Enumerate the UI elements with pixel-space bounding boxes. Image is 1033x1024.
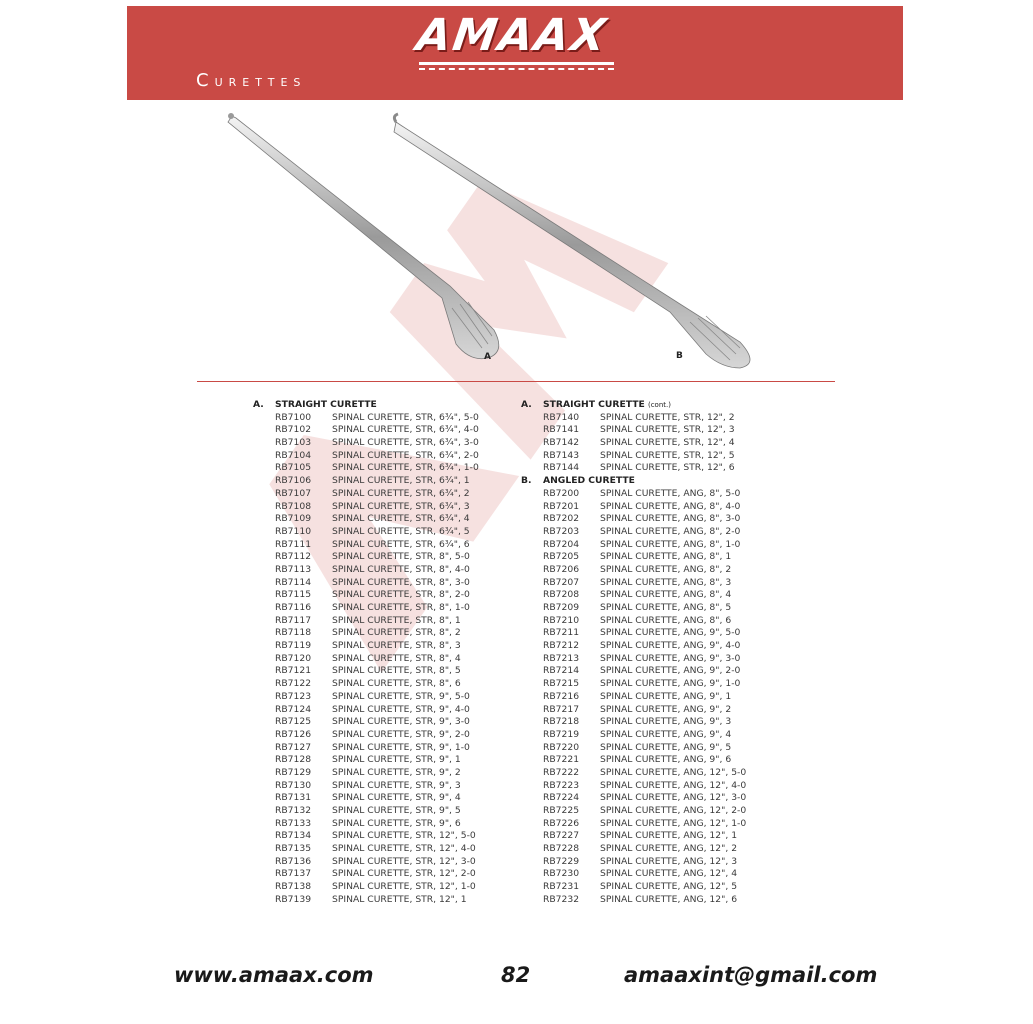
catalog-row [521, 894, 781, 907]
item-code: RB7217 [543, 703, 580, 715]
catalog-row [253, 615, 513, 628]
item-description: SPINAL CURETTE, ANG, 8", 2-0 [600, 525, 741, 537]
catalog-row [253, 539, 513, 552]
catalog-row [521, 754, 781, 767]
catalog-row [253, 894, 513, 907]
item-description: SPINAL CURETTE, STR, 12", 2 [600, 411, 735, 423]
item-code: RB7203 [543, 525, 580, 537]
item-code: RB7106 [275, 475, 312, 487]
item-description: SPINAL CURETTE, STR, 6¾", 1 [332, 475, 470, 487]
catalog-row [253, 488, 513, 501]
item-description: SPINAL CURETTE, ANG, 8", 5 [600, 602, 732, 613]
item-code: RB7225 [543, 805, 580, 816]
item-description: SPINAL CURETTE, ANG, 8", 2 [600, 563, 732, 575]
item-description: SPINAL CURETTE, STR, 8", 4 [332, 652, 461, 664]
catalog-row [521, 830, 781, 843]
catalog-row [253, 678, 513, 691]
item-description: SPINAL CURETTE, STR, 12", 1-0 [332, 881, 476, 893]
item-code: RB7115 [275, 589, 312, 601]
catalog-row [521, 450, 781, 463]
item-description: SPINAL CURETTE, ANG, 8", 5-0 [600, 487, 741, 499]
item-description: SPINAL CURETTE, STR, 6¾", 4 [332, 513, 470, 525]
item-description: SPINAL CURETTE, STR, 9", 2 [332, 766, 461, 778]
item-description: SPINAL CURETTE, STR, 8", 1-0 [332, 602, 470, 613]
catalog-row [521, 627, 781, 640]
item-code: RB7121 [275, 665, 312, 677]
catalog-row [521, 615, 781, 628]
catalog-row [253, 729, 513, 742]
catalog-row [253, 513, 513, 526]
section-a-cont-letter: A. [521, 399, 532, 410]
photo-label-a: A [484, 352, 491, 362]
item-code: RB7218 [543, 716, 580, 728]
item-description: SPINAL CURETTE, STR, 6¾", 3-0 [332, 437, 479, 449]
catalog-row [253, 830, 513, 843]
item-description: SPINAL CURETTE, STR, 8", 4-0 [332, 563, 470, 575]
item-code: RB7134 [275, 830, 312, 842]
item-description: SPINAL CURETTE, STR, 6¾", 2 [332, 487, 470, 499]
item-code: RB7230 [543, 868, 580, 880]
catalog-row [253, 704, 513, 717]
item-code: RB7107 [275, 487, 312, 499]
item-description: SPINAL CURETTE, STR, 8", 3-0 [332, 576, 470, 588]
catalog-row [253, 450, 513, 463]
item-code: RB7212 [543, 640, 580, 652]
catalog-row [521, 539, 781, 552]
section-a-heading [253, 399, 513, 412]
catalog-row [253, 881, 513, 894]
item-description: SPINAL CURETTE, ANG, 12", 6 [600, 893, 738, 905]
catalog-row [521, 691, 781, 704]
item-code: RB7102 [275, 424, 312, 436]
item-code: RB7216 [543, 690, 580, 702]
section-a-cont-heading [521, 399, 781, 412]
item-description: SPINAL CURETTE, ANG, 9", 4-0 [600, 640, 741, 652]
item-code: RB7119 [275, 640, 312, 652]
catalog-row [253, 767, 513, 780]
section-a-letter: A. [253, 399, 264, 410]
item-description: SPINAL CURETTE, STR, 12", 3 [600, 424, 735, 436]
catalog-row [521, 564, 781, 577]
catalog-row [253, 462, 513, 475]
section-divider [197, 381, 835, 382]
item-code: RB7113 [275, 563, 312, 575]
catalog-row [521, 805, 781, 818]
item-code: RB7124 [275, 703, 312, 715]
item-code: RB7210 [543, 614, 580, 626]
section-a-name: STRAIGHT CURETTE [275, 399, 377, 410]
item-description: SPINAL CURETTE, STR, 9", 4 [332, 792, 461, 804]
item-code: RB7133 [275, 817, 312, 829]
catalog-row [253, 856, 513, 869]
item-description: SPINAL CURETTE, ANG, 8", 1-0 [600, 538, 741, 550]
item-description: SPINAL CURETTE, ANG, 9", 4 [600, 728, 732, 740]
catalog-row [521, 868, 781, 881]
item-code: RB7143 [543, 449, 580, 461]
item-description: SPINAL CURETTE, STR, 6¾", 2-0 [332, 449, 479, 461]
item-description: SPINAL CURETTE, ANG, 8", 4 [600, 589, 732, 601]
catalog-row [253, 640, 513, 653]
item-description: SPINAL CURETTE, STR, 9", 3-0 [332, 716, 470, 728]
item-code: RB7201 [543, 500, 580, 512]
section-b-letter: B. [521, 475, 532, 487]
section-b-heading [521, 475, 781, 488]
item-code: RB7214 [543, 665, 580, 677]
item-description: SPINAL CURETTE, STR, 9", 5-0 [332, 690, 470, 702]
header-banner [127, 6, 903, 100]
item-description: SPINAL CURETTE, STR, 8", 2-0 [332, 589, 470, 601]
logo-dashed-line [419, 68, 614, 72]
item-code: RB7138 [275, 881, 312, 893]
catalog-row [521, 780, 781, 793]
item-description: SPINAL CURETTE, ANG, 9", 2 [600, 703, 732, 715]
catalog-row [253, 818, 513, 831]
item-description: SPINAL CURETTE, STR, 12", 5-0 [332, 830, 476, 842]
section-a-cont-name: STRAIGHT CURETTE [543, 399, 645, 410]
item-code: RB7205 [543, 551, 580, 563]
item-description: SPINAL CURETTE, STR, 9", 4-0 [332, 703, 470, 715]
left-column [253, 399, 513, 907]
item-code: RB7132 [275, 805, 312, 816]
item-code: RB7219 [543, 728, 580, 740]
item-code: RB7120 [275, 652, 312, 664]
item-description: SPINAL CURETTE, STR, 9", 2-0 [332, 728, 470, 740]
item-code: RB7112 [275, 551, 312, 563]
item-description: SPINAL CURETTE, ANG, 8", 1 [600, 551, 732, 563]
product-photo [220, 108, 780, 378]
item-code: RB7211 [543, 627, 580, 639]
catalog-row [253, 868, 513, 881]
item-code: RB7228 [543, 843, 580, 855]
item-code: RB7207 [543, 576, 580, 588]
item-code: RB7122 [275, 678, 312, 690]
item-code: RB7202 [543, 513, 580, 525]
item-code: RB7108 [275, 500, 312, 512]
catalog-row [253, 665, 513, 678]
item-description: SPINAL CURETTE, STR, 9", 3 [332, 779, 461, 791]
item-code: RB7229 [543, 855, 580, 867]
catalog-row [521, 437, 781, 450]
catalog-row [253, 742, 513, 755]
item-code: RB7127 [275, 741, 312, 753]
item-code: RB7213 [543, 652, 580, 664]
item-code: RB7200 [543, 487, 580, 499]
item-code: RB7206 [543, 563, 580, 575]
item-code: RB7118 [275, 627, 312, 639]
item-description: SPINAL CURETTE, STR, 8", 3 [332, 640, 461, 652]
item-description: SPINAL CURETTE, ANG, 9", 1 [600, 690, 732, 702]
catalog-row [521, 856, 781, 869]
logo-underline [419, 62, 614, 65]
item-description: SPINAL CURETTE, ANG, 9", 3-0 [600, 652, 741, 664]
catalog-row [521, 501, 781, 514]
item-code: RB7139 [275, 893, 312, 905]
footer-website-link[interactable]: www.amaax.com [174, 963, 374, 987]
item-description: SPINAL CURETTE, ANG, 9", 5 [600, 741, 732, 753]
catalog-row [521, 462, 781, 475]
item-description: SPINAL CURETTE, STR, 12", 5 [600, 449, 735, 461]
item-description: SPINAL CURETTE, STR, 8", 2 [332, 627, 461, 639]
item-code: RB7232 [543, 893, 580, 905]
catalog-row [253, 691, 513, 704]
footer-page-number: 82 [501, 963, 531, 987]
item-code: RB7125 [275, 716, 312, 728]
item-description: SPINAL CURETTE, ANG, 8", 4-0 [600, 500, 741, 512]
item-description: SPINAL CURETTE, ANG, 8", 6 [600, 614, 732, 626]
catalog-row [521, 640, 781, 653]
item-description: SPINAL CURETTE, ANG, 9", 2-0 [600, 665, 741, 677]
item-description: SPINAL CURETTE, STR, 9", 1 [332, 754, 461, 766]
item-code: RB7126 [275, 728, 312, 740]
item-description: SPINAL CURETTE, STR, 8", 1 [332, 614, 461, 626]
item-code: RB7117 [275, 614, 312, 626]
item-description: SPINAL CURETTE, ANG, 12", 3 [600, 855, 738, 867]
item-code: RB7104 [275, 449, 312, 461]
section-title: Curettes [196, 70, 307, 91]
item-description: SPINAL CURETTE, STR, 6¾", 3 [332, 500, 470, 512]
item-code: RB7223 [543, 779, 580, 791]
catalog-row [253, 437, 513, 450]
curette-b-image [394, 114, 750, 368]
catalog-row [253, 501, 513, 514]
item-description: SPINAL CURETTE, ANG, 12", 1-0 [600, 817, 747, 829]
item-description: SPINAL CURETTE, STR, 12", 2-0 [332, 868, 476, 880]
catalog-row [253, 792, 513, 805]
item-description: SPINAL CURETTE, ANG, 9", 1-0 [600, 678, 741, 690]
item-description: SPINAL CURETTE, ANG, 12", 4 [600, 868, 738, 880]
item-description: SPINAL CURETTE, STR, 8", 6 [332, 678, 461, 690]
item-description: SPINAL CURETTE, STR, 6¾", 5-0 [332, 411, 479, 423]
catalog-row [253, 602, 513, 615]
catalog-row [521, 881, 781, 894]
section-b-name: ANGLED CURETTE [543, 475, 635, 487]
catalog-row [253, 716, 513, 729]
item-description: SPINAL CURETTE, ANG, 12", 2-0 [600, 805, 747, 816]
catalog-row [253, 564, 513, 577]
catalog-row [253, 412, 513, 425]
item-description: SPINAL CURETTE, ANG, 9", 6 [600, 754, 732, 766]
item-code: RB7220 [543, 741, 580, 753]
item-description: SPINAL CURETTE, STR, 6¾", 4-0 [332, 424, 479, 436]
item-code: RB7209 [543, 602, 580, 613]
catalog-row [253, 475, 513, 488]
item-code: RB7131 [275, 792, 312, 804]
catalog-row [521, 665, 781, 678]
item-description: SPINAL CURETTE, ANG, 12", 5 [600, 881, 738, 893]
item-code: RB7224 [543, 792, 580, 804]
item-code: RB7231 [543, 881, 580, 893]
catalog-row [521, 589, 781, 602]
item-code: RB7221 [543, 754, 580, 766]
item-code: RB7128 [275, 754, 312, 766]
item-code: RB7103 [275, 437, 312, 449]
catalog-row [521, 704, 781, 717]
catalog-row [521, 602, 781, 615]
item-code: RB7137 [275, 868, 312, 880]
item-code: RB7215 [543, 678, 580, 690]
item-description: SPINAL CURETTE, STR, 9", 1-0 [332, 741, 470, 753]
catalog-row [521, 551, 781, 564]
photo-label-b: B [676, 351, 683, 361]
catalog-row [521, 729, 781, 742]
section-a-cont-note: (cont.) [647, 401, 671, 409]
catalog-row [253, 551, 513, 564]
catalog-row [253, 780, 513, 793]
item-code: RB7226 [543, 817, 580, 829]
item-code: RB7129 [275, 766, 312, 778]
catalog-row [521, 488, 781, 501]
catalog-row [521, 792, 781, 805]
item-code: RB7105 [275, 462, 312, 474]
brand-logo: AMAAX [413, 10, 611, 61]
item-code: RB7123 [275, 690, 312, 702]
item-description: SPINAL CURETTE, ANG, 12", 1 [600, 830, 738, 842]
catalog-row [253, 424, 513, 437]
footer-email-link[interactable]: amaaxint@gmail.com [624, 963, 878, 987]
item-code: RB7114 [275, 576, 312, 588]
catalog-row [253, 577, 513, 590]
item-code: RB7110 [275, 525, 312, 537]
item-code: RB7109 [275, 513, 312, 525]
catalog-row [521, 424, 781, 437]
catalog-row [253, 843, 513, 856]
catalog-row [253, 589, 513, 602]
section-a-list [253, 412, 513, 907]
catalog-row [253, 653, 513, 666]
item-description: SPINAL CURETTE, ANG, 12", 4-0 [600, 779, 747, 791]
item-code: RB7140 [543, 411, 580, 423]
catalog-row [521, 412, 781, 425]
item-description: SPINAL CURETTE, STR, 12", 4-0 [332, 843, 476, 855]
item-description: SPINAL CURETTE, ANG, 9", 3 [600, 716, 732, 728]
item-description: SPINAL CURETTE, STR, 12", 3-0 [332, 855, 476, 867]
catalog-row [253, 627, 513, 640]
item-code: RB7130 [275, 779, 312, 791]
item-code: RB7116 [275, 602, 312, 613]
item-description: SPINAL CURETTE, ANG, 12", 5-0 [600, 766, 747, 778]
item-description: SPINAL CURETTE, STR, 8", 5 [332, 665, 461, 677]
section-a-cont-list [521, 412, 781, 475]
item-code: RB7204 [543, 538, 580, 550]
catalog-row [521, 716, 781, 729]
catalog-row [521, 653, 781, 666]
item-description: SPINAL CURETTE, STR, 12", 1 [332, 893, 467, 905]
item-description: SPINAL CURETTE, STR, 9", 6 [332, 817, 461, 829]
item-description: SPINAL CURETTE, STR, 6¾", 5 [332, 525, 470, 537]
item-code: RB7144 [543, 462, 580, 474]
item-description: SPINAL CURETTE, STR, 12", 4 [600, 437, 735, 449]
catalog-row [521, 767, 781, 780]
item-code: RB7208 [543, 589, 580, 601]
item-description: SPINAL CURETTE, STR, 9", 5 [332, 805, 461, 816]
item-description: SPINAL CURETTE, ANG, 12", 2 [600, 843, 738, 855]
item-code: RB7227 [543, 830, 580, 842]
catalog-row [253, 754, 513, 767]
catalog-row [521, 678, 781, 691]
catalog-row [521, 513, 781, 526]
item-code: RB7222 [543, 766, 580, 778]
item-description: SPINAL CURETTE, ANG, 9", 5-0 [600, 627, 741, 639]
catalog-row [521, 526, 781, 539]
catalog-row [521, 577, 781, 590]
item-description: SPINAL CURETTE, STR, 6¾", 6 [332, 538, 470, 550]
item-description: SPINAL CURETTE, ANG, 12", 3-0 [600, 792, 747, 804]
item-description: SPINAL CURETTE, ANG, 8", 3-0 [600, 513, 741, 525]
catalog-row [521, 818, 781, 831]
item-code: RB7111 [275, 538, 312, 550]
item-description: SPINAL CURETTE, STR, 12", 6 [600, 462, 735, 474]
item-description: SPINAL CURETTE, ANG, 8", 3 [600, 576, 732, 588]
catalog-row [253, 805, 513, 818]
catalog-row [253, 526, 513, 539]
item-description: SPINAL CURETTE, STR, 6¾", 1-0 [332, 462, 479, 474]
item-code: RB7141 [543, 424, 580, 436]
item-code: RB7136 [275, 855, 312, 867]
section-b-list [521, 488, 781, 907]
item-description: SPINAL CURETTE, STR, 8", 5-0 [332, 551, 470, 563]
catalog-row [521, 742, 781, 755]
item-code: RB7100 [275, 411, 312, 423]
catalog-row [521, 843, 781, 856]
item-code: RB7142 [543, 437, 580, 449]
curette-a-image [228, 113, 499, 359]
right-column [521, 399, 781, 907]
item-code: RB7135 [275, 843, 312, 855]
